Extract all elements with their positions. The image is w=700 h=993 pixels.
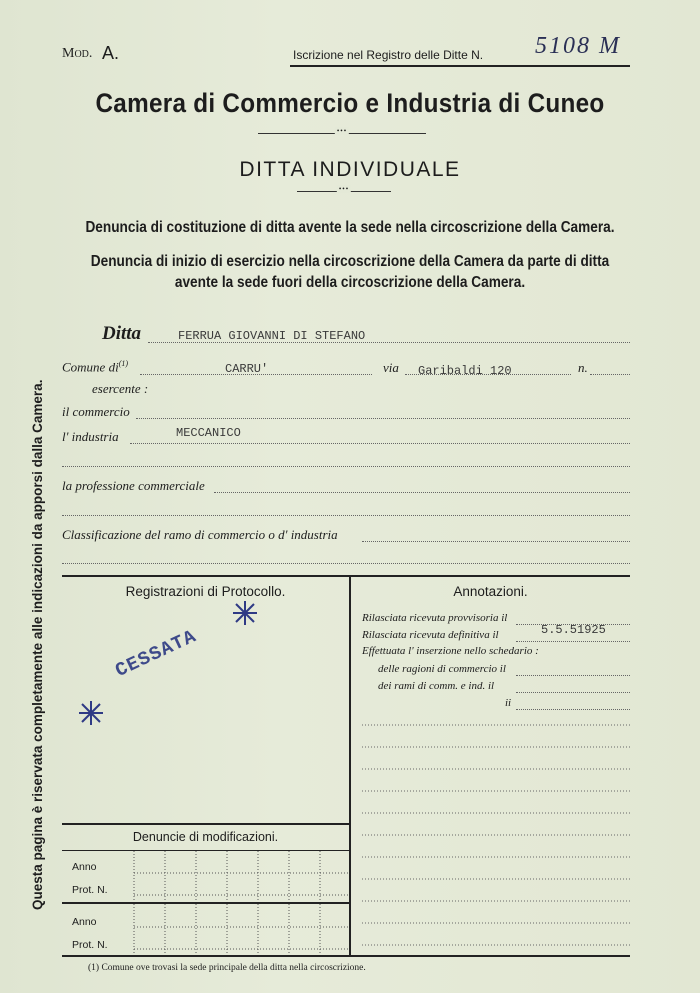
lower-section-vertical-divider [349, 577, 351, 955]
rami-label: dei rami di comm. e ind. il [378, 680, 495, 692]
page-subtitle: DITTA INDIVIDUALE [239, 158, 461, 181]
ditta-label: Ditta [102, 323, 142, 344]
anno-label-2: Anno [72, 916, 97, 928]
professione-line [214, 492, 630, 493]
modificazioni-title: Denuncie di modificazioni. [132, 830, 279, 844]
n-line [590, 374, 630, 375]
ink-blot-rays [233, 601, 257, 625]
mod-value: A. [102, 43, 120, 63]
subtitle-divider [297, 191, 391, 192]
ricevuta-definitiva-line [516, 641, 630, 642]
via-value: Garibaldi 120 [418, 364, 512, 378]
denuncia-costituzione: Denuncia di costituzione di ditta avente la sede nella circoscrizione della Camera. [85, 219, 615, 236]
denuncia-inizio-line2: avente la sede fuori della circoscrizione della Camera. [174, 274, 526, 291]
footnote: (1) Comune ove trovasi la sede principale della ditta nella circoscrizione. [88, 963, 366, 973]
blank-line-1 [62, 466, 630, 467]
ditta-value: FERRUA GIOVANNI DI STEFANO [178, 329, 366, 343]
ragioni-line [516, 675, 630, 676]
ragioni-label: delle ragioni di commercio il [378, 663, 506, 675]
ricevuta-provvisoria-label: Rilasciata ricevuta provvisoria il [362, 612, 508, 624]
registry-label: Iscrizione nel Registro delle Ditte N. [293, 48, 484, 62]
denuncia-inizio-line1: Denuncia di inizio di esercizio nella circoscrizione della Camera da parte di ditta [90, 253, 610, 270]
via-label: via [383, 360, 399, 375]
side-note-vertical: Questa pagina è riservata completamente alle indicazioni da apporsi dalla Camera. [30, 379, 45, 910]
professione-label: la professione commerciale [62, 478, 205, 493]
registry-number-handwritten: 5108 M [535, 33, 621, 59]
cessata-stamp: CESSATA [112, 625, 200, 682]
blank-line-3 [62, 563, 630, 564]
annotazioni-ruled-lines [362, 720, 630, 952]
annotazioni-title: Annotazioni. [453, 584, 528, 599]
ii-label: ii [505, 697, 512, 709]
lower-section-top-rule [62, 575, 630, 577]
page-title: Camera di Commercio e Industria di Cuneo [95, 88, 605, 118]
prot-label-2: Prot. N. [72, 939, 108, 951]
comune-value: CARRU' [225, 362, 269, 376]
ink-blot-icon [232, 600, 258, 626]
modificazioni-top-rule [62, 823, 349, 825]
commercio-label: il commercio [62, 404, 130, 419]
protocollo-title: Registrazioni di Protocollo. [125, 584, 286, 599]
ricevuta-definitiva-label: Rilasciata ricevuta definitiva il [362, 629, 499, 641]
prot-label-1: Prot. N. [72, 884, 108, 896]
effettuata-label: Effettuata l' inserzione nello schedario : [362, 645, 539, 657]
ricevuta-definitiva-date: 5.5.51925 [541, 623, 606, 637]
ink-blot-icon [78, 700, 104, 726]
industria-line [130, 443, 630, 444]
industria-value: MECCANICO [176, 426, 241, 440]
industria-label: l' industria [62, 429, 119, 444]
classificazione-line [362, 541, 630, 542]
modificazioni-grid [62, 851, 349, 955]
commercio-line [136, 418, 630, 419]
comune-label: Comune $di^{(1)}$ [62, 359, 129, 375]
anno-label-1: Anno [72, 861, 97, 873]
ii-line [516, 709, 630, 710]
rami-line [516, 692, 630, 693]
classificazione-label: Classificazione del ramo di commercio o d' industria [62, 527, 338, 542]
blank-line-2 [62, 515, 630, 516]
registry-underline [290, 65, 630, 67]
lower-section-bottom-rule [62, 955, 630, 957]
n-label: n. [578, 360, 588, 375]
esercente-label: esercente : [92, 381, 149, 396]
annotazioni-ruled-line-set [362, 725, 630, 945]
comune-footnote-ref: (1) [118, 359, 129, 368]
title-divider [258, 133, 426, 134]
modificazioni-grid-lines [134, 851, 349, 955]
mod-label: Mod. [62, 46, 93, 61]
ink-blot-rays [79, 701, 103, 725]
